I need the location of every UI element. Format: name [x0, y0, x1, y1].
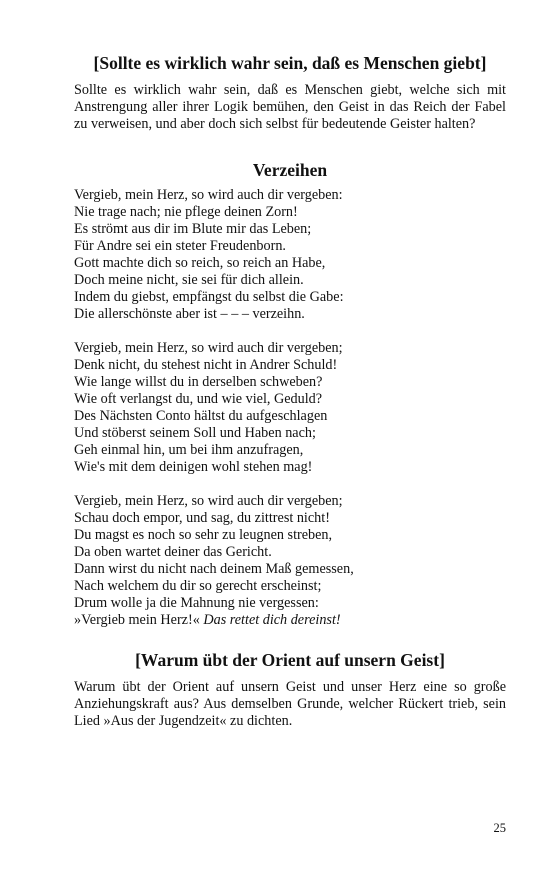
poem-line: Indem du giebst, empfängst du selbst die Gabe:: [74, 289, 344, 305]
poem-line: Für Andre sei ein steter Freudenborn.: [74, 238, 286, 254]
poem-line: Es strömt aus dir im Blute mir das Leben;: [74, 221, 312, 237]
poem-line: Drum wolle ja die Mahnung nie vergessen:: [74, 595, 319, 611]
page-number: 25: [493, 821, 506, 835]
poem-line: Wie lange willst du in derselben schweben?: [74, 374, 323, 390]
poem-title: Verzeihen: [252, 160, 328, 180]
poem-final-line-quote: »Vergieb mein Herz!«: [74, 612, 204, 628]
section-heading-menschen: [Sollte es wirklich wahr sein, daß es Menschen giebt]: [93, 53, 487, 73]
poem-final-line-italic: Das rettet dich dereinst!: [203, 612, 341, 628]
poem-line: Denk nicht, du stehest nicht in Andrer Schuld!: [74, 357, 338, 373]
poem-line: Des Nächsten Conto hältst du aufgeschlagen: [74, 408, 328, 424]
stanza-2: [74, 340, 506, 476]
poem-line: Da oben wartet deiner das Gericht.: [74, 544, 272, 560]
poem-line: Wie's mit dem deinigen wohl stehen mag!: [74, 459, 313, 475]
poem-line: Vergieb, mein Herz, so wird auch dir vergeben;: [74, 493, 343, 509]
poem-line: Doch meine nicht, sie sei für dich allein.: [74, 272, 304, 288]
poem-line: Nie trage nach; nie pflege deinen Zorn!: [74, 204, 298, 220]
poem-line: Geh einmal hin, um bei ihm anzufragen,: [74, 442, 304, 458]
page-content: [74, 52, 506, 730]
poem-line: Gott machte dich so reich, so reich an Habe,: [74, 255, 326, 271]
poem-line: Du magst es noch so sehr zu leugnen streben,: [74, 527, 333, 543]
stanza-3: [74, 493, 506, 629]
poem-line: Schau doch empor, und sag, du zittrest nicht!: [74, 510, 330, 526]
section-heading-orient: [Warum übt der Orient auf unsern Geist]: [135, 650, 445, 670]
paragraph-menschen: Sollte es wirklich wahr sein, daß es Menschen giebt, welche sich mit Anstrengung aller ihrer Logik bemühen, den Geist in das Reich der Fabel zu verweisen, und aber doch sich selbst für bedeutende Geister halten?: [74, 82, 506, 132]
poem-line: Und stöberst seinem Soll und Haben nach;: [74, 425, 316, 441]
poem-line: Vergieb, mein Herz, so wird auch dir vergeben;: [74, 340, 343, 356]
stanza-1: [74, 187, 506, 323]
poem-line: Nach welchem du dir so gerecht erscheinst;: [74, 578, 322, 594]
poem-line: Vergieb, mein Herz, so wird auch dir vergeben:: [74, 187, 343, 203]
poem-line: Die allerschönste aber ist – – – verzeihn.: [74, 306, 305, 322]
poem-final-line: [74, 612, 506, 629]
poem-body: [74, 187, 506, 629]
paragraph-orient: Warum übt der Orient auf unsern Geist und unser Herz eine so große Anziehungskraft aus? Aus demselben Grunde, welcher Rückert trieb, sein Lied »Aus der Jugendzeit« zu dichten.: [74, 679, 506, 729]
poem-line: Dann wirst du nicht nach deinem Maß gemessen,: [74, 561, 354, 577]
poem-line: Wie oft verlangst du, und wie viel, Geduld?: [74, 391, 323, 407]
